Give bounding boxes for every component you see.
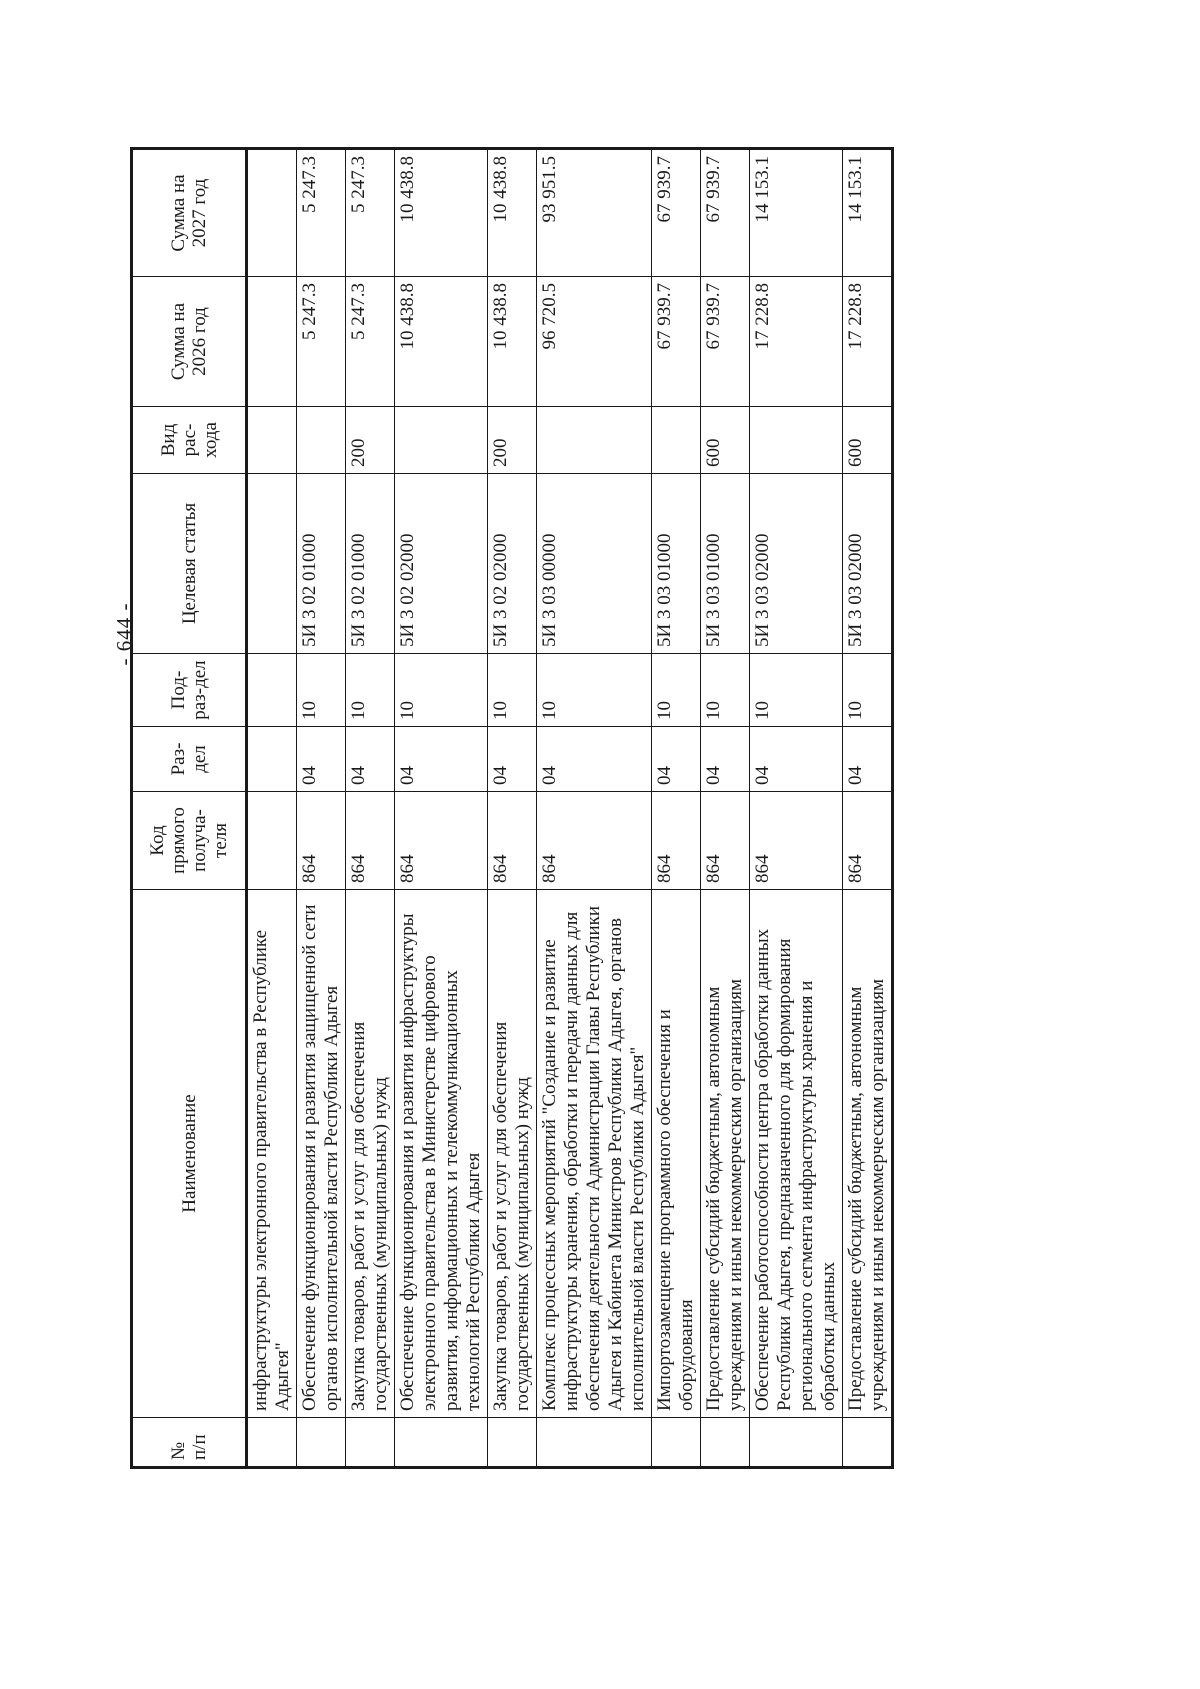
cell-cs: 5И 3 03 00000 xyxy=(537,474,652,654)
cell-vid: 600 xyxy=(843,407,893,474)
cell-cs: 5И 3 02 01000 xyxy=(297,474,346,654)
header-row xyxy=(132,149,247,1468)
cell-num xyxy=(297,1418,346,1468)
cell-cs: 5И 3 02 01000 xyxy=(346,474,395,654)
cell-podrazdel: 10 xyxy=(297,654,346,727)
cell-code: 864 xyxy=(395,792,488,890)
cell-num xyxy=(247,1418,297,1468)
cell-sum2026: 10 438.8 xyxy=(395,277,488,407)
cell-name: Комплекс процессных мероприятий "Создание и развитие инфраструктуры хранения, обработки и передачи данных для обеспечения деятельности Администрации Главы Республики Адыгея и Кабинета Министров Республики Адыгея, органов исполнительной власти Республики Адыгея" xyxy=(537,890,652,1418)
header-razdel: Раз-дел xyxy=(132,727,247,792)
table-row xyxy=(750,149,843,1468)
cell-vid xyxy=(537,407,652,474)
cell-name: Закупка товаров, работ и услуг для обеспечения государственных (муниципальных) нужд xyxy=(346,890,395,1418)
cell-vid: 200 xyxy=(346,407,395,474)
cell-sum2026: 67 939.7 xyxy=(652,277,701,407)
cell-sum2026: 96 720.5 xyxy=(537,277,652,407)
cell-vid: 200 xyxy=(488,407,537,474)
cell-name: Предоставление субсидий бюджетным, автономным учреждениям и иным некоммерческим организациям xyxy=(843,890,893,1418)
cell-code: 864 xyxy=(537,792,652,890)
page-number: - 644 - xyxy=(112,602,136,666)
cell-sum2026: 17 228.8 xyxy=(750,277,843,407)
cell-vid xyxy=(395,407,488,474)
cell-podrazdel: 10 xyxy=(346,654,395,727)
cell-razdel: 04 xyxy=(843,727,893,792)
cell-razdel: 04 xyxy=(395,727,488,792)
budget-table xyxy=(130,147,894,1469)
cell-cs xyxy=(247,474,297,654)
cell-podrazdel: 10 xyxy=(488,654,537,727)
cell-razdel: 04 xyxy=(652,727,701,792)
cell-code: 864 xyxy=(488,792,537,890)
table-row xyxy=(701,149,750,1468)
cell-sum2026: 5 247.3 xyxy=(346,277,395,407)
cell-podrazdel: 10 xyxy=(843,654,893,727)
cell-name: Обеспечение работоспособности центра обработки данных Республики Адыгея, предназначенного для формирования регионального сегмента инфраструктуры хранения и обработки данных xyxy=(750,890,843,1418)
cell-sum2027: 14 153.1 xyxy=(843,149,893,277)
cell-cs: 5И 3 03 02000 xyxy=(843,474,893,654)
cell-num xyxy=(750,1418,843,1468)
cell-code: 864 xyxy=(750,792,843,890)
cell-sum2026 xyxy=(247,277,297,407)
header-vid: Вид рас-хода xyxy=(132,407,247,474)
cell-code xyxy=(247,792,297,890)
header-num: № п/п xyxy=(132,1418,247,1468)
cell-name: Предоставление субсидий бюджетным, автономным учреждениям и иным некоммерческим организациям xyxy=(701,890,750,1418)
cell-cs: 5И 3 02 02000 xyxy=(488,474,537,654)
cell-podrazdel: 10 xyxy=(750,654,843,727)
cell-vid xyxy=(247,407,297,474)
cell-num xyxy=(488,1418,537,1468)
table-row xyxy=(537,149,652,1468)
cell-code: 864 xyxy=(843,792,893,890)
header-cs: Целевая статья xyxy=(132,474,247,654)
cell-podrazdel: 10 xyxy=(395,654,488,727)
cell-podrazdel: 10 xyxy=(537,654,652,727)
header-name: Наименование xyxy=(132,890,247,1418)
table-row xyxy=(395,149,488,1468)
cell-sum2027: 10 438.8 xyxy=(488,149,537,277)
cell-code: 864 xyxy=(652,792,701,890)
cell-sum2027: 93 951.5 xyxy=(537,149,652,277)
cell-sum2027 xyxy=(247,149,297,277)
cell-name: Закупка товаров, работ и услуг для обеспечения государственных (муниципальных) нужд xyxy=(488,890,537,1418)
cell-name: Обеспечение функционирования и развития инфраструктуры электронного правительства в Министерстве цифрового развития, информационных и телекоммуникационных технологий Республики Адыгея xyxy=(395,890,488,1418)
cell-sum2026: 67 939.7 xyxy=(701,277,750,407)
cell-razdel: 04 xyxy=(297,727,346,792)
cell-num xyxy=(395,1418,488,1468)
cell-podrazdel xyxy=(247,654,297,727)
cell-name: инфраструктуры электронного правительства в Республике Адыгея" xyxy=(247,890,297,1418)
header-code: Код прямого получа-теля xyxy=(132,792,247,890)
header-sum2027: Сумма на 2027 год xyxy=(132,149,247,277)
cell-sum2027: 67 939.7 xyxy=(701,149,750,277)
cell-sum2026: 5 247.3 xyxy=(297,277,346,407)
cell-vid xyxy=(750,407,843,474)
cell-vid: 600 xyxy=(701,407,750,474)
cell-podrazdel: 10 xyxy=(701,654,750,727)
cell-sum2027: 14 153.1 xyxy=(750,149,843,277)
cell-num xyxy=(346,1418,395,1468)
cell-cs: 5И 3 03 01000 xyxy=(701,474,750,654)
cell-sum2026: 10 438.8 xyxy=(488,277,537,407)
cell-razdel: 04 xyxy=(346,727,395,792)
cell-name: Импортозамещение программного обеспечения и оборудования xyxy=(652,890,701,1418)
cell-num xyxy=(843,1418,893,1468)
cell-razdel: 04 xyxy=(750,727,843,792)
cell-code: 864 xyxy=(297,792,346,890)
cell-cs: 5И 3 03 02000 xyxy=(750,474,843,654)
cell-razdel: 04 xyxy=(701,727,750,792)
cell-sum2027: 5 247.3 xyxy=(346,149,395,277)
cell-code: 864 xyxy=(701,792,750,890)
cell-vid xyxy=(297,407,346,474)
table-row xyxy=(652,149,701,1468)
cell-num xyxy=(701,1418,750,1468)
table-row xyxy=(488,149,537,1468)
cell-name: Обеспечение функционирования и развития защищенной сети органов исполнительной власти Республики Адыгея xyxy=(297,890,346,1418)
cell-cs: 5И 3 02 02000 xyxy=(395,474,488,654)
cell-code: 864 xyxy=(346,792,395,890)
cell-podrazdel: 10 xyxy=(652,654,701,727)
cell-cs: 5И 3 03 01000 xyxy=(652,474,701,654)
cell-sum2027: 67 939.7 xyxy=(652,149,701,277)
cell-sum2027: 10 438.8 xyxy=(395,149,488,277)
cell-razdel: 04 xyxy=(537,727,652,792)
header-sum2026: Сумма на 2026 год xyxy=(132,277,247,407)
table-row xyxy=(843,149,893,1468)
cell-sum2026: 17 228.8 xyxy=(843,277,893,407)
cell-razdel: 04 xyxy=(488,727,537,792)
cell-vid xyxy=(652,407,701,474)
table-row xyxy=(346,149,395,1468)
table-row xyxy=(297,149,346,1468)
header-podrazdel: Под-раз-дел xyxy=(132,654,247,727)
cell-num xyxy=(537,1418,652,1468)
cell-razdel xyxy=(247,727,297,792)
cell-sum2027: 5 247.3 xyxy=(297,149,346,277)
table-row xyxy=(247,149,297,1468)
table-header xyxy=(132,149,247,1468)
cell-num xyxy=(652,1418,701,1468)
table-body xyxy=(247,149,893,1468)
